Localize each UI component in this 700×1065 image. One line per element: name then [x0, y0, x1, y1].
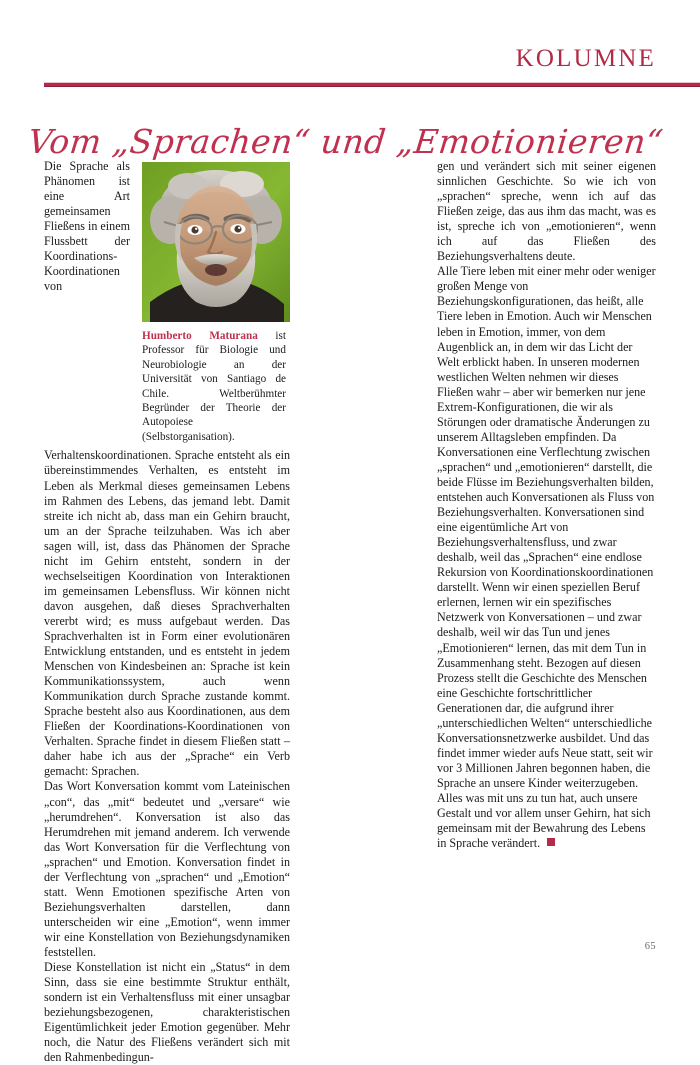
- paragraph: Diese Konstellation ist nicht ein „Status“ in dem Sinn, dass sie eine bestimmte Struktur enthält, sondern ist ein Verhaltensfluss mit einer unsagbar beziehungsbezogenen, charakteristischen Eigentümlichkeit jeder Emotion gegenüber. Mehr noch, die Natur des Fließens verändert sich mit den Rahmenbedingun-: [44, 960, 290, 1065]
- header-divider-rule: [44, 82, 700, 87]
- portrait-figure: [142, 162, 290, 444]
- paragraph-text: Alle Tiere leben mit einer mehr oder weniger großen Menge von Beziehungskonfigurationen, das heißt, alle Tiere leben in Emotion. Auch wir Menschen leben in Emotion, immer, von dem Augenblick an, in dem wir das Licht der Welt erblickt haben. In unseren modernen westlichen Welten nehmen wir dieses Fließen wahr – aber wir bemerken nur jene Extrem-Konfigurationen, die wir als Störungen oder dramatische Änderungen zu unserem Alltagsleben empfinden. Da Konversationen eine Verflechtung zwischen „sprachen“ und „emotionieren“ darstellt, die beide Flüsse im Beziehungsverhalten bilden, entstehen auch Konversationen als Fluss von Beziehungsverhalten. Konversationen sind eine eigentümliche Art von Beziehungsverhaltensfluss, und zwar deshalb, weil das „Sprachen“ eine endlose Rekursion von Koordinationskoordinationen darstellt. Wenn wir einen speziellen Beruf erlernen, lernen wir ein spezifisches Netzwerk von Konversationen – und zwar deshalb, weil wir das Tun und jenes „Emotionieren“ lernen, das mit dem Tun in Zusammenhang steht. Bezogen auf diesen Prozess stellt die Geschichte des Menschen eine Geschichte fortschrittlicher Generationen dar, die aufgrund ihrer „unterschiedlichen Welten“ unterschiedliche Konversationsnetzwerke ausbildet. Und das findet immer wieder aufs Neue statt, seit wir vor 3 Millionen Jahren begonnen haben, die Sprache an unsere Kinder weiterzugeben. Alles was mit uns zu tun hat, auch unsere Gestalt und vor allem unser Gehirn, hat sich gemeinsam mit der Bewahrung des Lebens in Sprache verändert.: [437, 264, 656, 851]
- paragraph-with-end-marker: [437, 264, 656, 851]
- portrait-caption: [142, 329, 286, 444]
- portrait-caption-text: ist Professor für Biologie und Neurobiologie an der Universität von Santiago de Chile. Weltberühmter Begründer der Theorie der Autopoiese (Selbstorganisation).: [142, 330, 286, 443]
- portrait-photo: [142, 162, 290, 322]
- article-column-left: [44, 159, 290, 1065]
- portrait-caption-name: Humberto Maturana: [142, 330, 258, 342]
- kicker-label: KOLUMNE: [515, 45, 656, 72]
- column-kicker-bar: [44, 44, 700, 82]
- paragraph: gen und verändert sich mit seiner eigenen sinnlichen Geschichte. So wie ich von „sprachen“ spreche, wenn ich auf das Fließen zeige, das aus ihm das macht, was es ist, spreche ich von „emotionieren“, wenn ich auf das Fließen des Beziehungsverhaltens deute.: [437, 159, 656, 264]
- paragraph: Das Wort Konversation kommt vom Lateinischen „con“, das „mit“ bedeutet und „versare“ wie „herumdrehen“. Konversation ist also das Herumdrehen mit jemand anderem. Ich verwende das Wort Konversation für die Verflechtung von „sprachen“ und Emotion. Konversation findet in der Verflechtung von „sprachen“ und „Emotion“ statt. Wenn Emotionen spezifische Arten von Beziehungsverhalten darstellen, dann unterscheiden wir eine „Emotion“, wenn immer wir eine Konstellation von Beziehungsdynamiken feststellen.: [44, 779, 290, 959]
- paragraph: Die Sprache als Phänomen ist eine Art gemeinsamen Fließens in einem Flussbett der Koordinations-Koordinationen von Verhaltenskoordinationen. Sprache entsteht als ein übereinstimmendes Verhalten, es entsteht im Leben als Merkmal dieses gemeinsamen Lebens im Rahmen des Lebens, das jemand lebt. Damit streite ich nicht ab, dass man ein Gehirn braucht, um an der Sprache teilzuhaben. Was ich aber sagen will, ist, dass das Phänomen der Sprache nicht im Gehirn entsteht, sondern in der wechselseitigen Koordination von Interaktionen im gemeinsamen Lebensfluss. Wir können nicht davon ausgehen, daß dieses Sprachverhalten vererbt wird; es muss aufgebaut werden. Das Sprachverhalten ist in Form einer evolutionären Entwicklung entstanden, und es entsteht in jedem Menschen von Kindesbeinen an: Sprache ist kein Kommunikationssystem, auch wenn Kommunikation durch Sprache zustande kommt. Sprache besteht also aus Koordinationen, aus dem Fließen der Koordinations-Koordinationen von Verhalten. Sprache findet in diesem Fließen statt – daher habe ich aus der „Sprache“ ein Verb gemacht: Sprachen.: [44, 159, 290, 779]
- page-number: 65: [644, 941, 656, 952]
- article-column-right: [437, 159, 656, 851]
- page-title: Vom „Sprachen“ und „Emotionieren“: [26, 122, 666, 162]
- end-of-article-marker: [547, 838, 555, 846]
